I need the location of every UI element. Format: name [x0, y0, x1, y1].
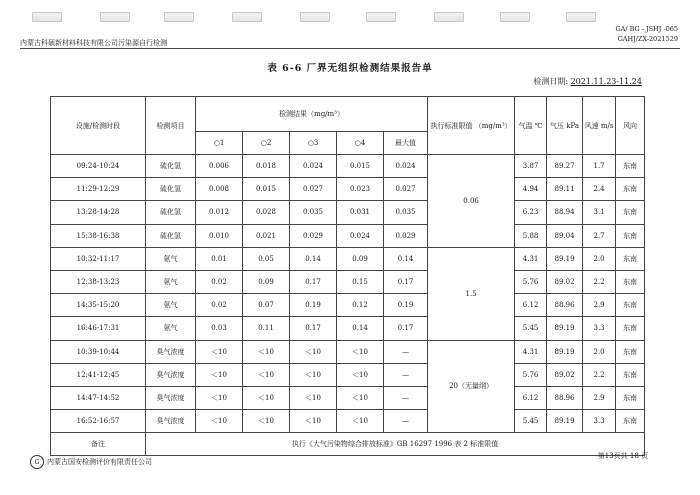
cell-temp: 5.76 [515, 270, 547, 293]
table-row [51, 294, 645, 317]
cell-temp: 4.31 [515, 247, 547, 270]
cell-max: 0.029 [384, 224, 428, 247]
table-row [51, 224, 645, 247]
results-table [50, 96, 645, 456]
cell-wind-dir: 东南 [616, 317, 645, 340]
cell-wind-speed: 2.7 [583, 224, 616, 247]
cell-item: 硫化氢 [146, 201, 196, 224]
cell-point-2: 0.018 [243, 155, 290, 178]
cell-wind-dir: 东南 [616, 410, 645, 433]
cell-point-1: 0.012 [196, 201, 243, 224]
cell-wind-speed: 2.9 [583, 386, 616, 409]
cell-max: 0.17 [384, 270, 428, 293]
cell-item: 臭气浓度 [146, 410, 196, 433]
cell-wind-dir: 东南 [616, 363, 645, 386]
cell-wind-speed: 3.3 [583, 410, 616, 433]
punch-hole [100, 12, 130, 22]
cell-wind-dir: 东南 [616, 155, 645, 178]
cell-point-4: ＜10 [337, 340, 384, 363]
note-text: 执行《大气污染物综合排放标准》GB 16297 1996 表 2 标准限值 [146, 433, 645, 456]
cell-point-2: 0.09 [243, 270, 290, 293]
test-date-value: 2021.11.23-11.24 [570, 77, 642, 86]
cell-temp: 4.31 [515, 340, 547, 363]
col-header-point-4: ○4 [337, 132, 384, 155]
cell-item: 氨气 [146, 270, 196, 293]
cell-point-1: 0.008 [196, 178, 243, 201]
cell-point-2: 0.015 [243, 178, 290, 201]
cell-point-4: 0.015 [337, 155, 384, 178]
table-row [51, 386, 645, 409]
cell-point-1: ＜10 [196, 410, 243, 433]
col-header-wind-dir: 风向 [616, 97, 645, 155]
cell-point-2: 0.028 [243, 201, 290, 224]
cell-wind-dir: 东南 [616, 178, 645, 201]
cell-point-2: ＜10 [243, 363, 290, 386]
header-divider [20, 48, 680, 49]
cell-item: 臭气浓度 [146, 386, 196, 409]
cell-max: 0.035 [384, 201, 428, 224]
cell-point-1: 0.010 [196, 224, 243, 247]
cell-pressure: 89.02 [547, 363, 583, 386]
col-header-point-3: ○3 [290, 132, 337, 155]
doc-code: GA/ BG - JSHJ -065 [615, 25, 678, 33]
cell-point-3: ＜10 [290, 340, 337, 363]
cell-wind-speed: 2.4 [583, 178, 616, 201]
cell-wind-speed: 2.0 [583, 247, 616, 270]
col-header-results: 检测结果（mg/m³） [196, 97, 428, 132]
cell-pressure: 89.27 [547, 155, 583, 178]
cell-point-3: ＜10 [290, 386, 337, 409]
punch-hole [32, 12, 62, 22]
page-title: 表 6-6 厂界无组织检测结果报告单 [267, 63, 433, 74]
table-row [51, 270, 645, 293]
cell-pressure: 89.19 [547, 247, 583, 270]
cell-point-3: 0.029 [290, 224, 337, 247]
col-header-max: 最大值 [384, 132, 428, 155]
cell-item: 氨气 [146, 317, 196, 340]
punch-hole [366, 12, 396, 22]
cell-pressure: 89.11 [547, 178, 583, 201]
cell-point-2: 0.11 [243, 317, 290, 340]
table-row [51, 247, 645, 270]
col-header-item: 检测项目 [146, 97, 196, 155]
cell-point-4: ＜10 [337, 386, 384, 409]
table-row [51, 410, 645, 433]
punch-hole [434, 12, 464, 22]
table-row [51, 201, 645, 224]
punch-hole [500, 12, 530, 22]
col-header-pressure: 气压 kPa [547, 97, 583, 155]
cell-pressure: 89.19 [547, 410, 583, 433]
cell-point-1: ＜10 [196, 386, 243, 409]
punch-hole [232, 12, 262, 22]
cell-point-2: ＜10 [243, 410, 290, 433]
note-label: 备注 [51, 433, 146, 456]
col-header-point-2: ○2 [243, 132, 290, 155]
cell-wind-speed: 2.2 [583, 363, 616, 386]
cell-point-3: 0.027 [290, 178, 337, 201]
table-row [51, 178, 645, 201]
cell-max: 0.027 [384, 178, 428, 201]
cell-wind-dir: 东南 [616, 294, 645, 317]
cell-item: 臭气浓度 [146, 363, 196, 386]
cell-item: 硫化氢 [146, 224, 196, 247]
cell-limit: 1.5 [428, 247, 515, 340]
cell-wind-speed: 2.2 [583, 270, 616, 293]
cell-point-1: 0.02 [196, 294, 243, 317]
cell-item: 硫化氢 [146, 178, 196, 201]
col-header-wind-speed: 风速 m/s [583, 97, 616, 155]
cell-point-2: 0.07 [243, 294, 290, 317]
cell-wind-speed: 3.1 [583, 201, 616, 224]
cell-point-1: 0.03 [196, 317, 243, 340]
cell-point-1: ＜10 [196, 340, 243, 363]
cell-point-3: ＜10 [290, 410, 337, 433]
cell-temp: 5.45 [515, 410, 547, 433]
cell-wind-dir: 东南 [616, 201, 645, 224]
cell-max: — [384, 410, 428, 433]
cell-pressure: 88.96 [547, 294, 583, 317]
cell-limit: 0.06 [428, 155, 515, 248]
cell-point-4: 0.15 [337, 270, 384, 293]
cell-point-2: 0.05 [243, 247, 290, 270]
punch-hole [300, 12, 330, 22]
cell-point-1: 0.006 [196, 155, 243, 178]
cell-point-2: ＜10 [243, 386, 290, 409]
punch-hole [164, 12, 194, 22]
cell-max: 0.024 [384, 155, 428, 178]
cell-point-2: 0.021 [243, 224, 290, 247]
cell-period: 13:28-14:28 [51, 201, 146, 224]
table-row [51, 155, 645, 178]
cell-temp: 6.12 [515, 386, 547, 409]
cell-point-2: ＜10 [243, 340, 290, 363]
cell-max: 0.14 [384, 247, 428, 270]
cell-wind-speed: 1.7 [583, 155, 616, 178]
cell-temp: 4.94 [515, 178, 547, 201]
cell-point-4: 0.12 [337, 294, 384, 317]
cell-pressure: 88.96 [547, 386, 583, 409]
cell-pressure: 88.94 [547, 201, 583, 224]
cell-point-1: ＜10 [196, 363, 243, 386]
cell-temp: 5.76 [515, 363, 547, 386]
cell-wind-speed: 3.3 [583, 317, 616, 340]
cell-point-3: 0.17 [290, 270, 337, 293]
note-row [51, 433, 645, 456]
col-header-limit: 执行标准限值 （mg/m³） [428, 97, 515, 155]
test-date-label: 检测日期: [533, 77, 569, 86]
cell-point-4: 0.024 [337, 224, 384, 247]
cell-item: 硫化氢 [146, 155, 196, 178]
cell-pressure: 89.02 [547, 270, 583, 293]
cell-wind-dir: 东南 [616, 247, 645, 270]
cell-temp: 5.45 [515, 317, 547, 340]
cell-point-4: 0.09 [337, 247, 384, 270]
cell-item: 臭气浓度 [146, 340, 196, 363]
cell-point-4: ＜10 [337, 410, 384, 433]
test-date [533, 76, 642, 87]
cell-period: 16:52-16:57 [51, 410, 146, 433]
cell-point-1: 0.02 [196, 270, 243, 293]
cell-point-4: ＜10 [337, 363, 384, 386]
cell-period: 09:24-10:24 [51, 155, 146, 178]
cell-wind-dir: 东南 [616, 386, 645, 409]
cell-point-3: ＜10 [290, 363, 337, 386]
page-number: 第13页共 18 页 [597, 452, 648, 460]
cell-temp: 5.88 [515, 224, 547, 247]
cell-period: 14:47-14:52 [51, 386, 146, 409]
cell-point-3: 0.19 [290, 294, 337, 317]
cell-period: 12:38-13:23 [51, 270, 146, 293]
footer-company [30, 455, 152, 469]
cell-max: 0.19 [384, 294, 428, 317]
cell-point-4: 0.031 [337, 201, 384, 224]
cell-wind-dir: 东南 [616, 224, 645, 247]
cell-item: 氨气 [146, 294, 196, 317]
cell-temp: 6.23 [515, 201, 547, 224]
cell-period: 10:39-10:44 [51, 340, 146, 363]
cell-temp: 6.12 [515, 294, 547, 317]
cell-pressure: 89.04 [547, 224, 583, 247]
cell-point-1: 0.01 [196, 247, 243, 270]
cell-period: 12:41-12:45 [51, 363, 146, 386]
punch-hole [566, 12, 596, 22]
cell-point-3: 0.17 [290, 317, 337, 340]
cell-period: 15:38-16:38 [51, 224, 146, 247]
cell-wind-speed: 2.0 [583, 340, 616, 363]
header-row [51, 97, 645, 132]
cell-point-4: 0.14 [337, 317, 384, 340]
table-row [51, 363, 645, 386]
cell-pressure: 89.19 [547, 317, 583, 340]
cell-max: — [384, 386, 428, 409]
report-number: GAHJ/ZX-2021529 [617, 35, 678, 43]
header-org: 内蒙古科硕新材料科技有限公司污染源自行检测 [20, 39, 167, 47]
cell-limit: 20（无量纲） [428, 340, 515, 433]
header-codes [615, 24, 678, 44]
cell-max: 0.17 [384, 317, 428, 340]
cell-item: 氨气 [146, 247, 196, 270]
cell-period: 14:35-15:20 [51, 294, 146, 317]
cell-period: 11:29-12:29 [51, 178, 146, 201]
cell-point-3: 0.035 [290, 201, 337, 224]
cell-period: 16:46-17:31 [51, 317, 146, 340]
cell-wind-speed: 2.9 [583, 294, 616, 317]
cell-pressure: 89.19 [547, 340, 583, 363]
cell-wind-dir: 东南 [616, 270, 645, 293]
cell-period: 10:32-11:17 [51, 247, 146, 270]
col-header-point-1: ○1 [196, 132, 243, 155]
col-header-period: 设施/检测时段 [51, 97, 146, 155]
cell-wind-dir: 东南 [616, 340, 645, 363]
table-row [51, 340, 645, 363]
cell-max: — [384, 363, 428, 386]
cell-max: — [384, 340, 428, 363]
col-header-temp: 气温 ℃ [515, 97, 547, 155]
cell-point-3: 0.14 [290, 247, 337, 270]
cell-point-4: 0.023 [337, 178, 384, 201]
cell-point-3: 0.024 [290, 155, 337, 178]
cell-temp: 3.87 [515, 155, 547, 178]
table-row [51, 317, 645, 340]
company-logo-icon: G [30, 455, 44, 469]
footer-company-name: 内蒙古国安检测评价有限责任公司 [47, 458, 152, 466]
